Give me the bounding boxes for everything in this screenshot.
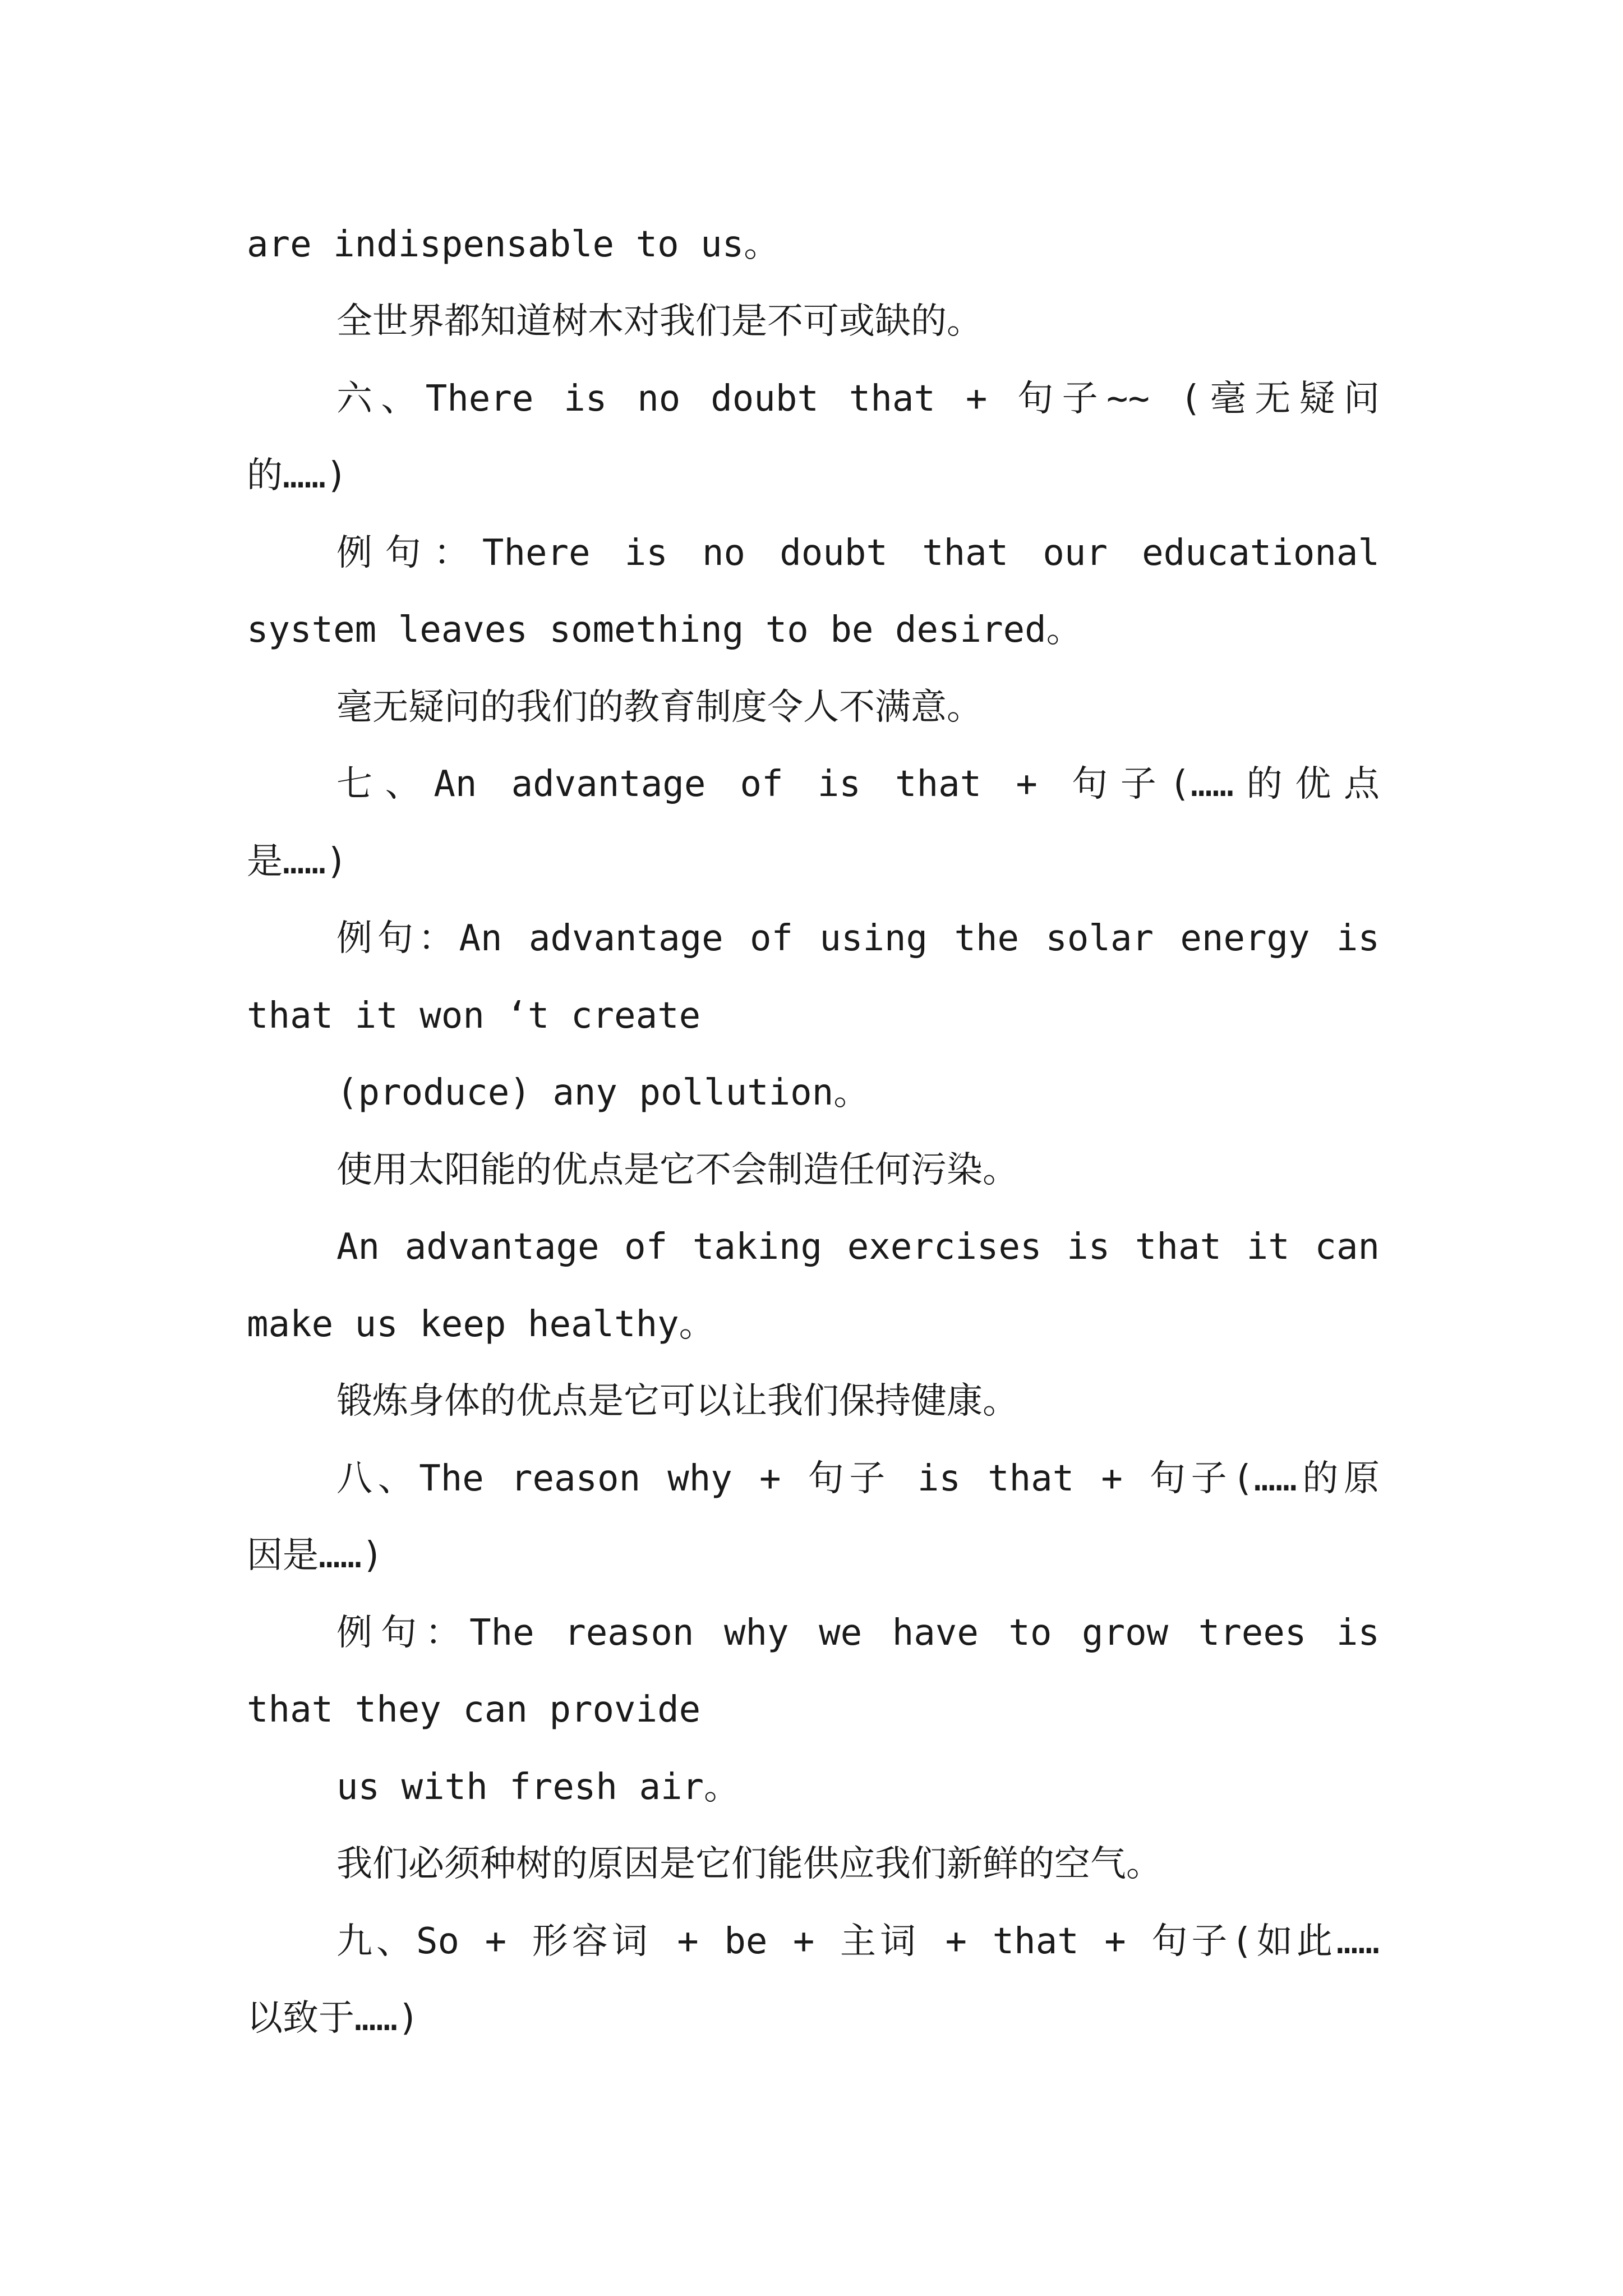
text-line: are indispensable to us。 <box>247 224 780 265</box>
text-line: 使用太阳能的优点是它不会制造任何污染。 <box>336 1149 1018 1191</box>
text-line: 以致于……) <box>247 1998 419 2039</box>
text-line: 我们必须种树的原因是它们能供应我们新鲜的空气。 <box>336 1843 1162 1885</box>
section-heading-6: 六、There is no doubt that + 句子~~ (毫无疑问 <box>336 378 1380 420</box>
text-line: 因是……) <box>247 1535 384 1576</box>
text-line: (produce) any pollution。 <box>336 1072 870 1114</box>
section-heading-7: 七、An advantage of is that + 句子(……的优点 <box>336 763 1380 805</box>
text-line: 全世界都知道树木对我们是不可或缺的。 <box>336 301 983 342</box>
text-line: 的……) <box>247 455 348 496</box>
text-line: 毫无疑问的我们的教育制度令人不满意。 <box>336 687 983 728</box>
example-sentence: 例句：An advantage of using the solar energy is <box>336 918 1380 959</box>
text-line: that they can provide <box>247 1689 701 1731</box>
text-line: 是……) <box>247 841 348 882</box>
text-line: 锻炼身体的优点是它可以让我们保持健康。 <box>336 1381 1018 1422</box>
text-line: us with fresh air。 <box>336 1766 740 1808</box>
example-sentence: 例句：The reason why we have to grow trees is <box>336 1612 1380 1654</box>
section-heading-8: 八、The reason why + 句子 is that + 句子(……的原 <box>336 1458 1380 1499</box>
text-line: system leaves something to be desired。 <box>247 609 1082 651</box>
text-line: make us keep healthy。 <box>247 1304 715 1345</box>
text-line: that it won ‘t create <box>247 995 701 1037</box>
example-sentence: 例句：There is no doubt that our educational <box>336 532 1380 574</box>
example-sentence: An advantage of taking exercises is that it can <box>336 1226 1380 1268</box>
section-heading-9: 九、So + 形容词 + be + 主词 + that + 句子(如此…… <box>336 1921 1380 1962</box>
